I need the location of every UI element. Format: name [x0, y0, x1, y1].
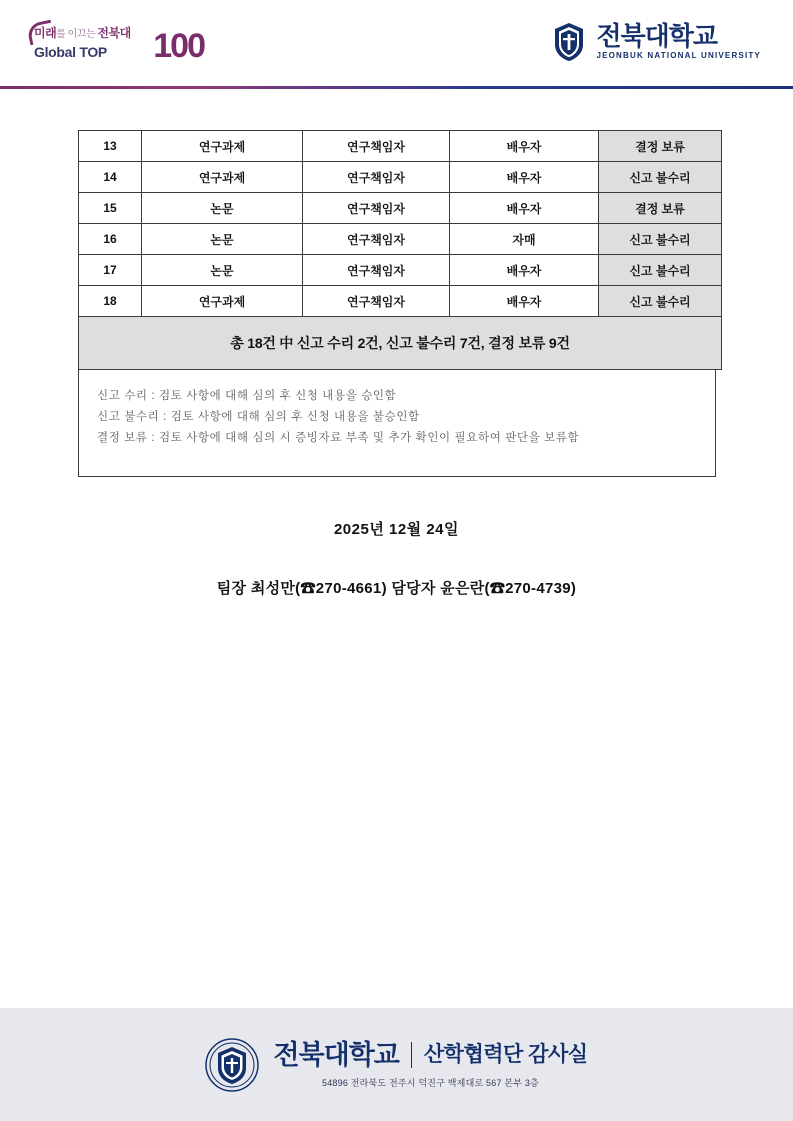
cell-type: 논문: [142, 255, 303, 286]
cell-person: 연구책임자: [303, 255, 450, 286]
cell-relation: 자매: [450, 224, 599, 255]
global-top-100-logo: [34, 26, 204, 70]
summary-text: 총 18건 中 신고 수리 2건, 신고 불수리 7건, 결정 보류 9건: [79, 317, 722, 370]
university-crest-icon: [552, 22, 586, 62]
logo-left-line2: Global TOP: [34, 44, 107, 60]
cell-relation: 배우자: [450, 162, 599, 193]
cell-no: 14: [79, 162, 142, 193]
logo-left-hundred: 100: [153, 27, 204, 65]
university-logo: [552, 22, 761, 62]
cell-type: 연구과제: [142, 286, 303, 317]
cell-person: 연구책임자: [303, 162, 450, 193]
logo-left-line1: 미래를 이끄는 전북대: [34, 26, 131, 40]
cell-result: 신고 불수리: [599, 255, 722, 286]
disclosure-table: [78, 130, 722, 370]
cell-no: 16: [79, 224, 142, 255]
cell-person: 연구책임자: [303, 224, 450, 255]
page-footer: [0, 1008, 793, 1121]
table-row: [79, 162, 722, 193]
footer-address: 54896 전라북도 전주시 덕진구 백제대로 567 본부 3층: [322, 1078, 539, 1088]
cell-person: 연구책임자: [303, 286, 450, 317]
footer-title-row: [273, 1040, 587, 1070]
header-divider: [0, 86, 793, 89]
report-table-section: [78, 130, 716, 477]
disclosure-table-body: [79, 131, 722, 370]
note-line-rejected: 신고 불수리 : 검토 사항에 대해 심의 후 신청 내용을 불승인함: [97, 411, 420, 423]
cell-no: 18: [79, 286, 142, 317]
cell-result: 신고 불수리: [599, 224, 722, 255]
cell-person: 연구책임자: [303, 193, 450, 224]
contact-info: 팀장 최성만(☎270-4661) 담당자 윤은란(☎270-4739): [216, 580, 577, 597]
cell-relation: 배우자: [450, 286, 599, 317]
footer-university-name: 전북대학교: [273, 1040, 399, 1070]
table-row: [79, 224, 722, 255]
note-line-deferred: 결정 보류 : 검토 사항에 대해 심의 시 증빙자료 부족 및 추가 확인이 필요하여 판단을 보류함: [97, 432, 580, 444]
cell-type: 연구과제: [142, 162, 303, 193]
cell-no: 15: [79, 193, 142, 224]
table-row: [79, 286, 722, 317]
table-row: [79, 255, 722, 286]
footer-crest-icon: [205, 1036, 259, 1094]
cell-relation: 배우자: [450, 131, 599, 162]
table-row: [79, 131, 722, 162]
cell-no: 13: [79, 131, 142, 162]
university-name-en: JEONBUK NATIONAL UNIVERSITY: [596, 51, 761, 60]
cell-result: 결정 보류: [599, 131, 722, 162]
table-summary-row: [79, 317, 722, 370]
cell-type: 논문: [142, 193, 303, 224]
cell-type: 논문: [142, 224, 303, 255]
university-logo-text: [596, 22, 761, 62]
document-date: 2025년 12월 24일: [333, 521, 460, 538]
cell-relation: 배우자: [450, 255, 599, 286]
cell-result: 신고 불수리: [599, 162, 722, 193]
cell-result: 신고 불수리: [599, 286, 722, 317]
cell-no: 17: [79, 255, 142, 286]
note-line-accepted: 신고 수리 : 검토 사항에 대해 심의 후 신청 내용을 승인함: [97, 390, 397, 402]
cell-person: 연구책임자: [303, 131, 450, 162]
cell-result: 결정 보류: [599, 193, 722, 224]
cell-relation: 배우자: [450, 193, 599, 224]
footer-logo-block: [205, 1036, 587, 1094]
university-name-ko: 전북대학교: [596, 21, 718, 51]
cell-type: 연구과제: [142, 131, 303, 162]
footer-department-name: 산학협력단 감사실: [423, 1043, 588, 1066]
footer-text-block: [273, 1040, 587, 1089]
page-header: [0, 0, 793, 88]
legend-notes: [78, 370, 716, 477]
table-row: [79, 193, 722, 224]
footer-divider: [411, 1042, 412, 1068]
